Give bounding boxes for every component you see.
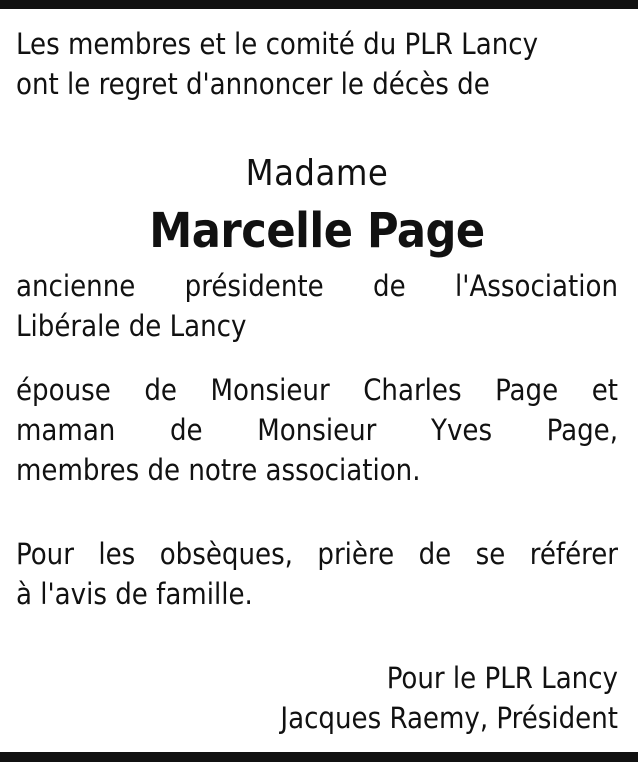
honorific: Madame [245, 153, 389, 194]
family-line-3: membres de notre association. [16, 453, 421, 487]
intro-line-2: ont le regret d'annoncer le décès de [16, 67, 490, 101]
funeral-paragraph [16, 534, 618, 614]
obituary-notice [16, 24, 618, 738]
family-paragraph [16, 370, 618, 490]
bottom-border [0, 752, 638, 762]
funeral-line-2: à l'avis de famille. [16, 577, 253, 611]
top-border [0, 0, 638, 9]
role-line-2: Libérale de Lancy [16, 309, 247, 343]
intro-line-1: Les membres et le comité du PLR Lancy [16, 27, 539, 61]
family-line-1: épouse de Monsieur Charles Page et [16, 373, 618, 407]
intro-paragraph [16, 24, 618, 104]
role-line-1: ancienne présidente de l'Association [16, 269, 618, 303]
role-paragraph [16, 266, 618, 346]
deceased-name: Marcelle Page [149, 203, 485, 259]
signature-block [16, 658, 618, 738]
signature-line-1: Pour le PLR Lancy [386, 661, 618, 695]
funeral-line-1: Pour les obsèques, prière de se référer [16, 537, 618, 571]
signature-line-2: Jacques Raemy, Président [280, 701, 618, 735]
family-line-2: maman de Monsieur Yves Page, [16, 413, 618, 447]
